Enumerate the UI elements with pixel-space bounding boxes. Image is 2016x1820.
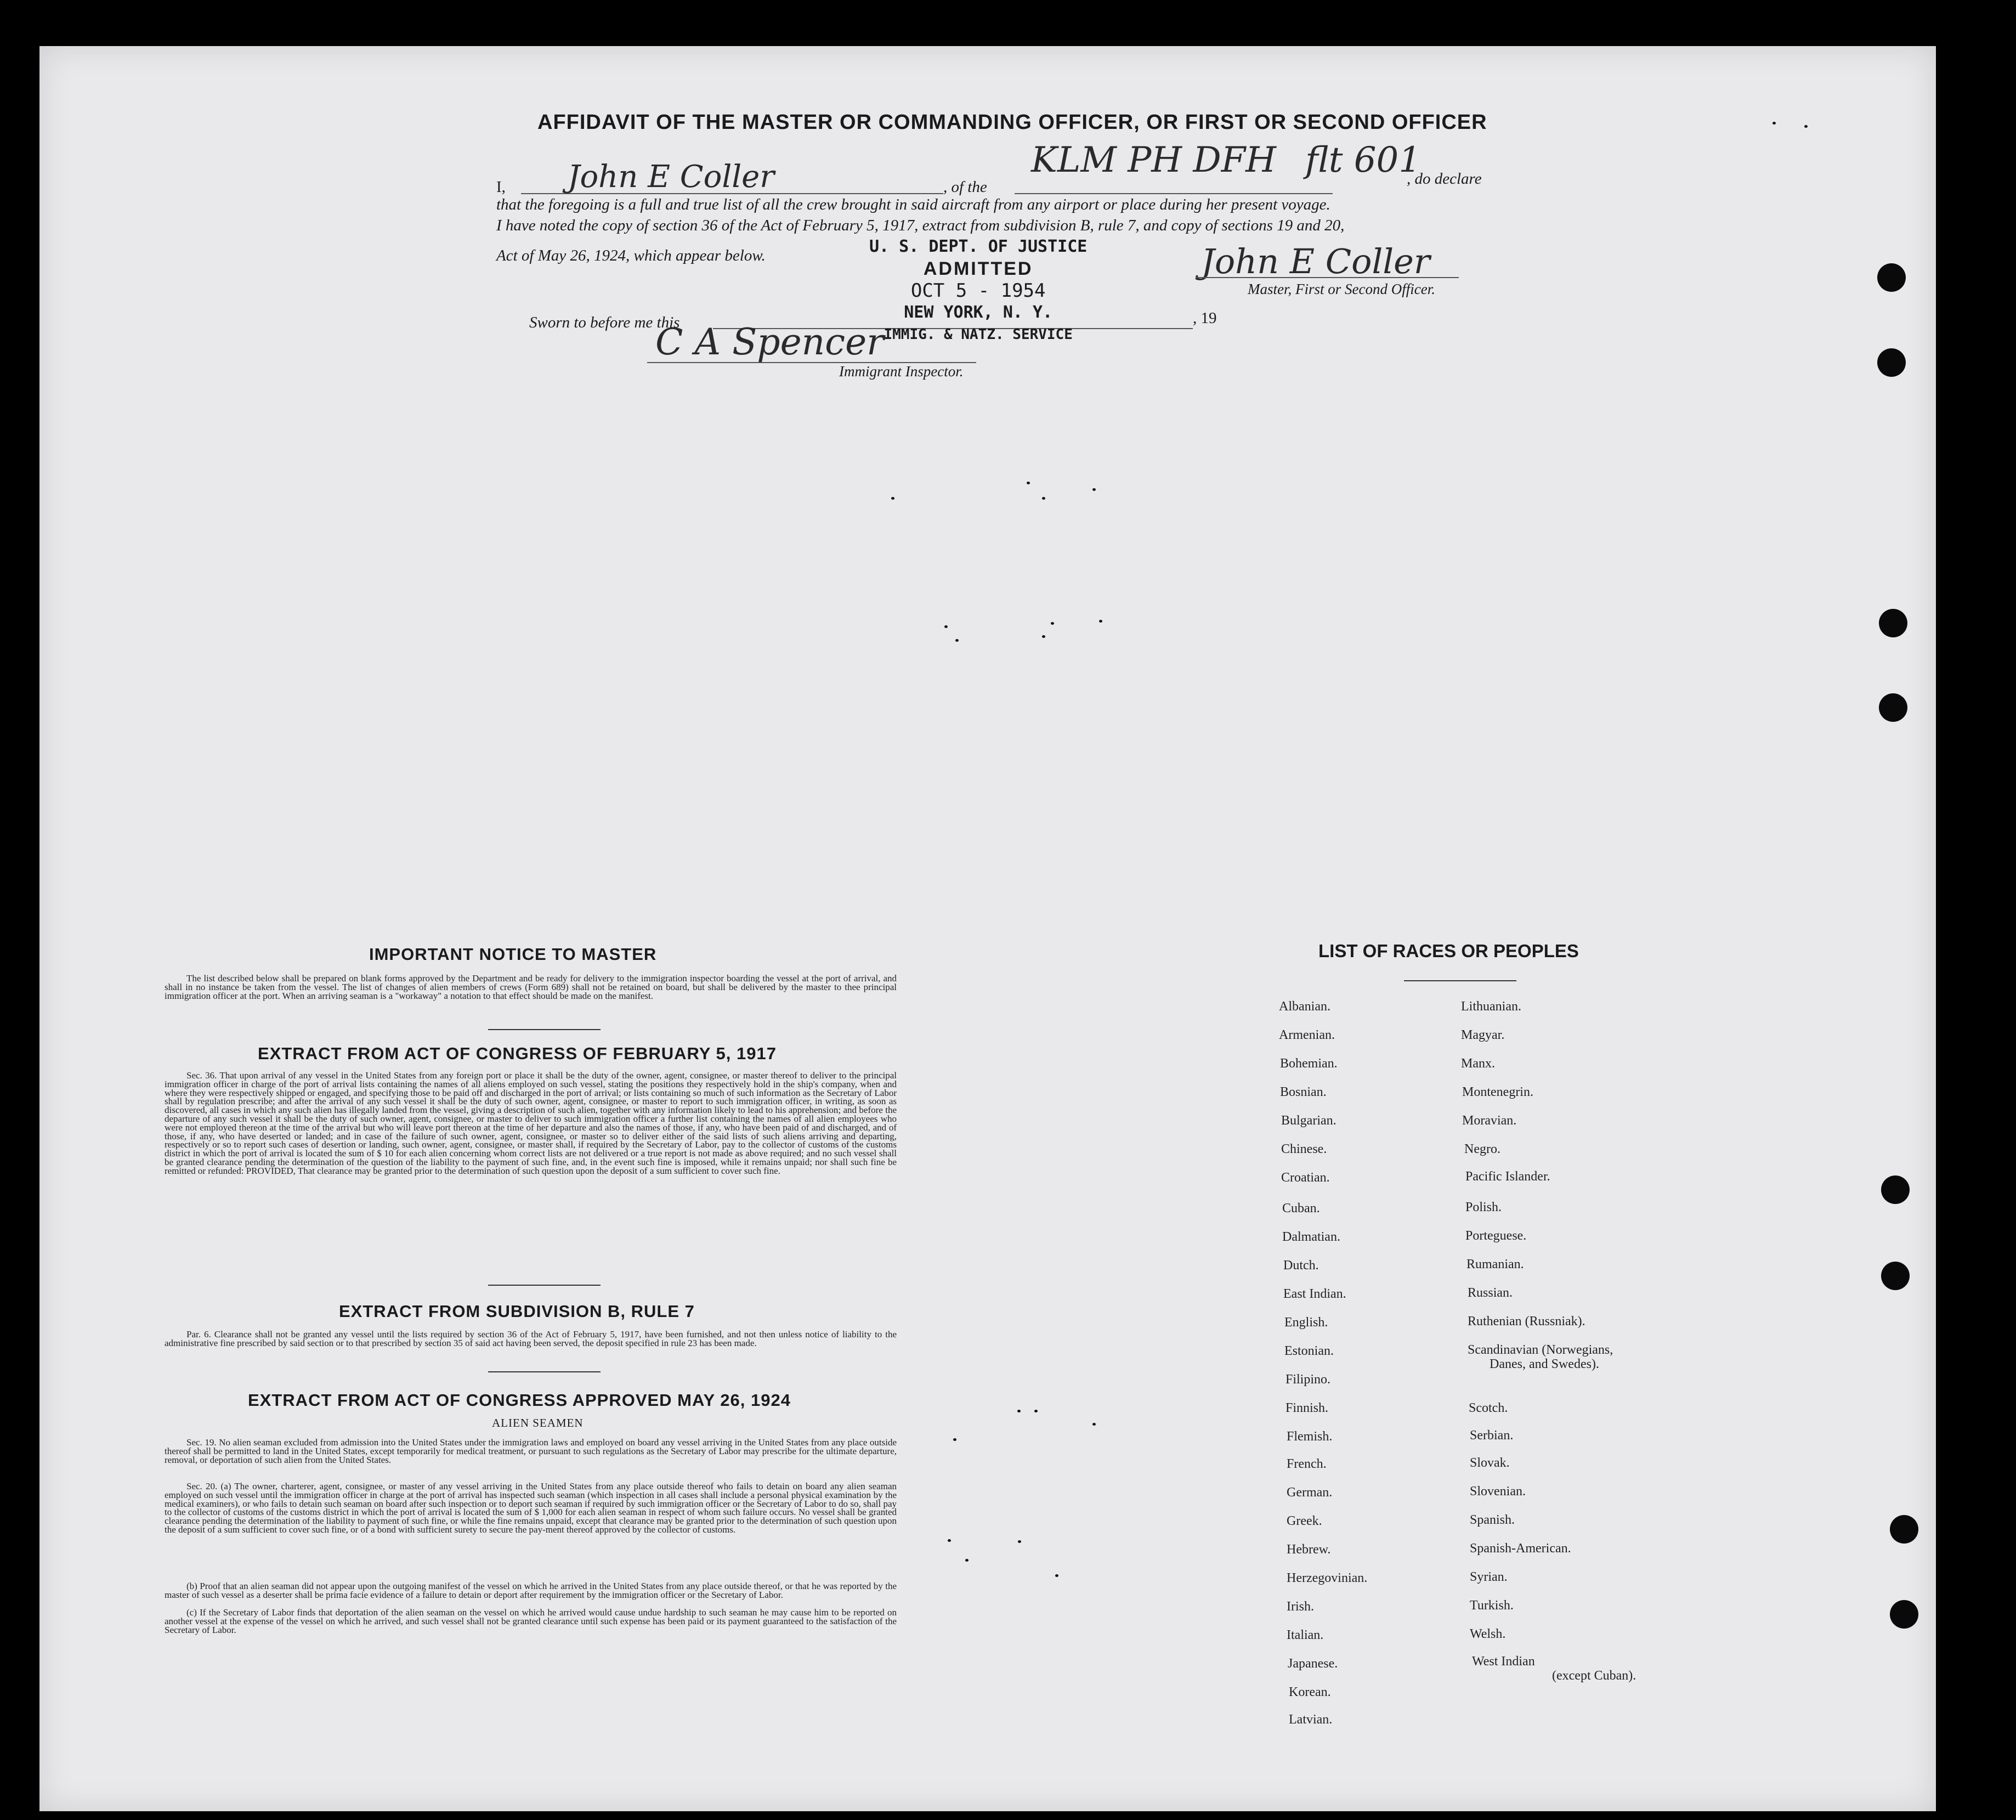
speck xyxy=(1034,1410,1038,1412)
race-item: Pacific Islander. xyxy=(1465,1169,1550,1184)
race-item: Greek. xyxy=(1287,1514,1322,1528)
race-item: Estonian. xyxy=(1284,1344,1334,1358)
race-item: Negro. xyxy=(1464,1142,1500,1156)
race-item: Hebrew. xyxy=(1287,1542,1331,1557)
sec20b-text: (b) Proof that an alien seaman did not appear upon the outgoing manifest of the vessel on which he arrived in the United States from any place outside thereof, or that he was reported by the master of such vessel as a deserter shall be prima facie evidence of a failure to detain or deport after requirement by the immigration officer or the Secretary of Labor. xyxy=(165,1581,897,1600)
admitted-stamp xyxy=(869,236,1087,346)
affidavit-title: AFFIDAVIT OF THE MASTER OR COMMANDING OFFICER, OR FIRST OR SECOND OFFICER xyxy=(537,111,1487,134)
race-item: Dutch. xyxy=(1283,1258,1319,1273)
punch-hole xyxy=(1881,1175,1910,1204)
sec19-text: Sec. 19. No alien seaman excluded from admission into the United States under the immigration laws and employed on board any vessel arriving in the United States from any place outside thereof shall be permitted to land in the United States, except temporarily for medical treatment, or pursuant to such regulations as the Secretary of Labor may prescribe for the ultimate departure, removal, or deportation of such alien from the United States. xyxy=(165,1437,897,1465)
punch-hole xyxy=(1877,263,1906,292)
punch-hole xyxy=(1879,693,1907,722)
of-the-label: , of the xyxy=(943,178,987,196)
race-item: Montenegrin. xyxy=(1462,1085,1533,1099)
race-item: Croatian. xyxy=(1281,1171,1330,1185)
divider xyxy=(488,1029,601,1030)
race-item: East Indian. xyxy=(1283,1287,1346,1301)
speck xyxy=(948,1539,951,1542)
race-item: Spanish-American. xyxy=(1470,1541,1571,1556)
extract-1917-title: EXTRACT FROM ACT OF CONGRESS OF FEBRUARY 5, 1917 xyxy=(258,1044,777,1063)
race-item: Finnish. xyxy=(1286,1401,1329,1415)
race-item: Dalmatian. xyxy=(1282,1230,1340,1244)
speck xyxy=(891,497,894,500)
race-item: Ruthenian (Russniak). xyxy=(1468,1314,1585,1329)
race-item: Serbian. xyxy=(1470,1428,1514,1443)
punch-hole xyxy=(1877,348,1906,377)
race-item: Danes, and Swedes). xyxy=(1490,1357,1599,1371)
stamp-line-5: IMMIG. & NATZ. SERVICE xyxy=(884,326,1073,343)
stamp-line-3: OCT 5 - 1954 xyxy=(910,280,1046,302)
race-item: Scotch. xyxy=(1469,1401,1508,1415)
speck xyxy=(1092,488,1096,491)
affidavit-body-line-1: that the foregoing is a full and true list of all the crew brought in said aircraft from any airport or place during her present voyage. xyxy=(496,196,1330,213)
speck xyxy=(1017,1410,1021,1412)
speck xyxy=(1773,122,1776,125)
extract-1917-text: Sec. 36. That upon arrival of any vessel in the United States from any foreign port or place it shall be the duty of the owner, agent, consignee, or master thereof to deliver to the principal immigration officer in charge of the port of arrival lists containing the names of all aliens employed on such vessel, stating the positions they respectively hold in the ship's company, when and where they were respectively shipped or engaged, and specifying those to be paid off and discharged in the port of arrival; or lists containing so much of such information as the Secretary of Labor shall by regulation prescribe; and after the arrival of any such vessel it shall be the duty of such owner, agent, consignee, or master to report to such immigration officer, in writing, as soon as discovered, all cases in which any such alien has illegally landed from the vessel, giving a description of such alien, together with any information likely to lead to his apprehension; and before the departure of any such vessel it shall be the duty of such owner, agent, consignee, or master to deliver to such immigration officer a further list containing the names of all alien employees who were not employed thereon at the time of the arrival but who will leave port thereon at the time of her departure and also the names of those, if any, who have been paid of and discharged, and of those, if any, who have deserted or landed; and in case of the failure of such owner, agent, consignee, or master so to deliver either of the said lists of such aliens arriving and departing, respectively or so to report such cases of desertion or landing, such owner, agent, consignee, or master shall, if required by the Secretary of Labor, pay to the collector of customs of the customs district in which the port of arrival is located the sum of $ 10 for each alien concerning whom correct lists are not delivered or a true report is not made as above required; and no such vessel shall be granted clearance pending the determination of the question of the liability to the payment of such fine, and, in the event such fine is imposed, while it remains unpaid; nor shall such fine be remitted or refunded: PROVIDED, That clearance may be granted prior to the determination of such question upon the deposit of a sum sufficient to cover such fine. xyxy=(165,1070,897,1176)
divider xyxy=(488,1371,601,1372)
master-signature-handwriting: John E Coller xyxy=(1201,241,1430,281)
race-item: English. xyxy=(1284,1315,1328,1330)
notice-title: IMPORTANT NOTICE TO MASTER xyxy=(369,945,657,964)
alien-seamen-subtitle: ALIEN SEAMEN xyxy=(492,1416,584,1429)
race-item: Latvian. xyxy=(1289,1712,1333,1727)
i-label: I, xyxy=(496,178,506,196)
flight-handwriting: flt 601 xyxy=(1305,140,1421,180)
stamp-line-4: NEW YORK, N. Y. xyxy=(904,303,1053,322)
races-title: LIST OF RACES OR PEOPLES xyxy=(1318,941,1579,961)
speck xyxy=(965,1559,969,1562)
race-item: Filipino. xyxy=(1286,1372,1331,1387)
speck xyxy=(1051,622,1054,625)
race-item: Japanese. xyxy=(1288,1657,1338,1671)
stamp-line-2: ADMITTED xyxy=(923,258,1033,279)
year-label: , 19 xyxy=(1193,309,1217,327)
sec20c-text: (c) If the Secretary of Labor finds that deportation of the alien seaman on the vessel on which he arrived would cause undue hardship to such seaman he may cause him to be reported on another vessel at the expense of the vessel on which he arrived, and such vessel shall not be granted clearance until such expense has been paid or its payment guaranteed to the satisfaction of the Secretary of Labor. xyxy=(165,1607,897,1635)
race-item: Bosnian. xyxy=(1280,1085,1327,1099)
master-signature-line xyxy=(1196,277,1459,278)
race-item: French. xyxy=(1287,1457,1327,1471)
speck xyxy=(1042,635,1045,638)
race-item: Polish. xyxy=(1465,1200,1502,1214)
race-item: Albanian. xyxy=(1279,999,1330,1014)
rule7-title: EXTRACT FROM SUBDIVISION B, RULE 7 xyxy=(339,1302,695,1321)
do-declare-label: , do declare xyxy=(1407,170,1482,188)
speck xyxy=(953,1438,956,1441)
race-item: Russian. xyxy=(1468,1286,1513,1300)
race-item: Turkish. xyxy=(1470,1598,1514,1613)
speck xyxy=(955,639,959,642)
speck xyxy=(1042,497,1045,500)
speck xyxy=(1027,482,1030,484)
race-item: Moravian. xyxy=(1462,1114,1517,1128)
race-item: Lithuanian. xyxy=(1461,999,1521,1014)
affidavit-body-line-2: I have noted the copy of section 36 of the Act of February 5, 1917, extract from subdivision B, rule 7, and copy of sections 19 and 20, xyxy=(496,217,1345,234)
rule7-text: Par. 6. Clearance shall not be granted any vessel until the lists required by section 36 of the Act of February 5, 1917, have been furnished, and not then unless notice of liability to the administrative fine prescribed by said section or to that prescribed by section 35 of said act having been served, the deposit specified in rule 23 has been made. xyxy=(165,1329,897,1348)
race-item: Chinese. xyxy=(1281,1142,1327,1156)
race-item: Porteguese. xyxy=(1465,1229,1527,1243)
race-item: Rumanian. xyxy=(1466,1257,1524,1271)
race-item: Korean. xyxy=(1289,1685,1331,1699)
race-item: Italian. xyxy=(1287,1628,1324,1642)
signer-name-handwriting: John E Coller xyxy=(568,159,775,195)
race-item: Herzegovinian. xyxy=(1287,1571,1368,1585)
race-item: Scandinavian (Norwegians, xyxy=(1468,1343,1613,1357)
race-item: Bohemian. xyxy=(1280,1056,1338,1071)
aircraft-line xyxy=(1015,193,1333,194)
punch-hole xyxy=(1879,609,1907,637)
race-item: Spanish. xyxy=(1470,1513,1515,1527)
race-item: Manx. xyxy=(1461,1056,1495,1071)
race-item: Welsh. xyxy=(1470,1627,1506,1641)
sec20a-text: Sec. 20. (a) The owner, charterer, agent, consignee, or master of any vessel arriving in the United States from any place outside thereof who fails to detain on board any alien seaman employed on such vessel until the immigration officer in charge at the port of arrival has inspected such seaman (which inspection in all cases shall include a personal physical examination by the medical examiners), or who fails to detain such seaman on board after such inspection or to deport such seaman if required by such immigration officer or the Secretary of Labor to do so, shall pay to the collector of customs of the customs district in which the port of arrival is located the sum of $ 1,000 for each alien seaman in respect of whom such failure occurs. No vessel shall be granted clearance pending the determination of the liability to payment of such fine, or while the fine remains unpaid, except that clearance may be granted prior to the determination of such question upon the deposit of a sum sufficient to cover such fine, or of a bond with sufficient surety to secure the pay-ment thereof approved by the collector of customs. xyxy=(165,1481,897,1535)
extract-1924-title: EXTRACT FROM ACT OF CONGRESS APPROVED MAY 26, 1924 xyxy=(248,1391,791,1410)
punch-hole xyxy=(1890,1600,1918,1629)
affidavit-body-line-3: Act of May 26, 1924, which appear below. xyxy=(496,247,766,264)
divider xyxy=(488,1285,601,1286)
speck xyxy=(1055,1574,1058,1577)
race-item: Slovenian. xyxy=(1470,1484,1526,1499)
race-item: Armenian. xyxy=(1279,1028,1335,1042)
divider xyxy=(1404,980,1516,981)
speck xyxy=(944,625,948,628)
race-item: German. xyxy=(1287,1485,1333,1500)
speck xyxy=(1099,620,1102,623)
punch-hole xyxy=(1881,1262,1910,1290)
speck xyxy=(1804,125,1808,128)
race-item: Flemish. xyxy=(1287,1429,1333,1444)
race-item: Irish. xyxy=(1287,1599,1314,1614)
race-item: Bulgarian. xyxy=(1281,1114,1337,1128)
speck xyxy=(1092,1423,1096,1426)
inspector-signature-handwriting: C A Spencer xyxy=(655,321,884,363)
race-item: Cuban. xyxy=(1282,1201,1320,1216)
race-item: Syrian. xyxy=(1470,1570,1508,1584)
punch-hole xyxy=(1890,1515,1918,1544)
aircraft-handwriting: KLM PH DFH xyxy=(1031,140,1276,180)
race-item: West Indian xyxy=(1472,1654,1535,1669)
race-item: Magyar. xyxy=(1461,1028,1505,1042)
race-item: Slovak. xyxy=(1470,1456,1510,1470)
stamp-line-1: U. S. DEPT. OF JUSTICE xyxy=(869,237,1088,256)
master-caption: Master, First or Second Officer. xyxy=(1248,281,1435,297)
inspector-caption: Immigrant Inspector. xyxy=(839,363,964,380)
speck xyxy=(1018,1540,1021,1543)
sworn-label: Sworn to before me this xyxy=(529,314,680,331)
race-item: (except Cuban). xyxy=(1552,1669,1636,1683)
notice-text: The list described below shall be prepared on blank forms approved by the Department and be ready for delivery to the immigration inspector boarding the vessel at the port of arrival, and shall in no instance be taken from the vessel. The list of changes of alien members of crews (Form 689) shall not be retained on board, but shall be delivered by the master to thee principal immigration officer at the port. When an arriving seaman is a "workaway" a notation to that effect should be made on the manifest. xyxy=(165,973,897,1001)
